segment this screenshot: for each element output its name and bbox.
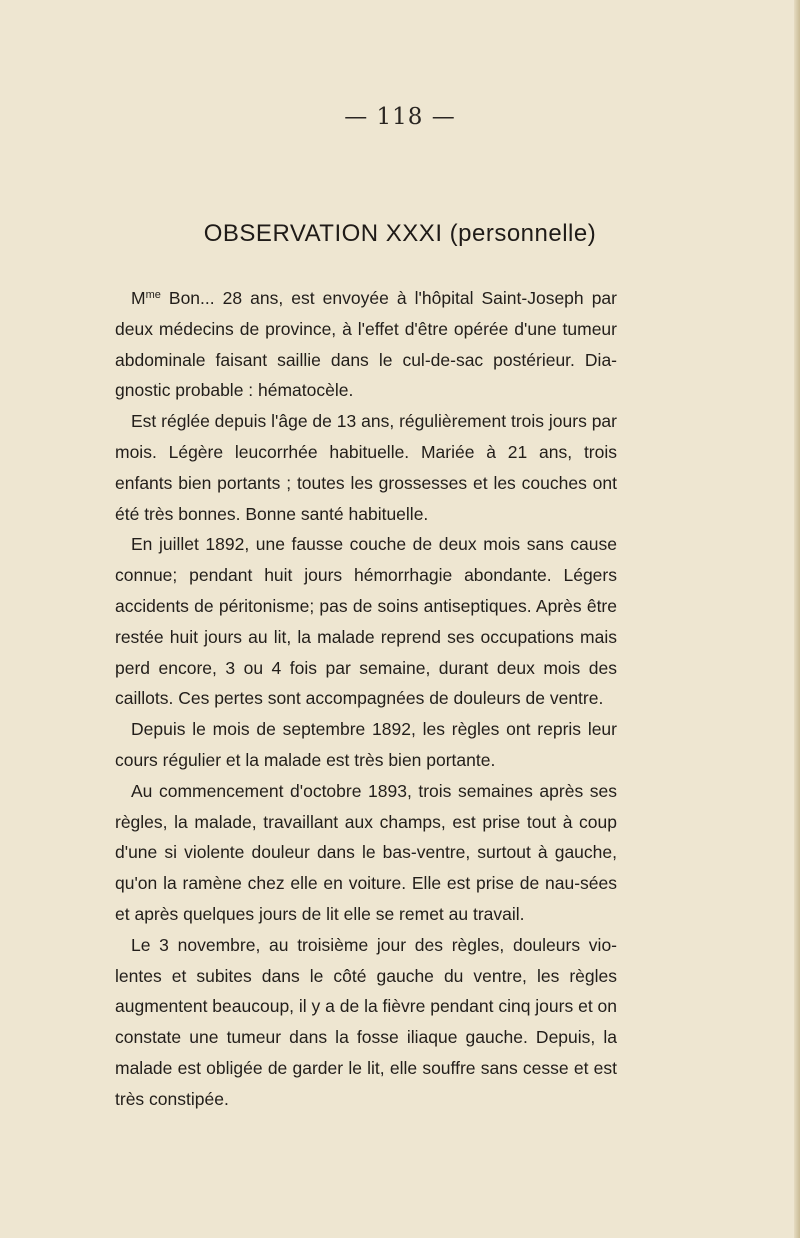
- paragraph-4: Depuis le mois de septembre 1892, les règles ont repris leur cours régulier et la malade est très bien portante.: [115, 719, 617, 770]
- page-number: — 118 —: [344, 104, 456, 130]
- paragraph-2: Est réglée depuis l'âge de 13 ans, régulièrement trois jours par mois. Légère leucorrhée habituelle. Mariée à 21 ans, trois enfants bien portants ; toutes les grossesses et les couches ont été très bonnes. Bonne santé habituelle.: [115, 411, 617, 524]
- paragraph-6: Le 3 novembre, au troisième jour des règles, douleurs vio-lentes et subites dans le côté gauche du ventre, les règles augmentent beaucoup, il y a de la fièvre pendant cinq jours et on constate une tumeur dans la fosse iliaque gauche. Depuis, la malade est obligée de garder le lit, elle souffre sans cesse et est très constipée.: [115, 934, 618, 1109]
- observation-body: [115, 280, 617, 1115]
- paragraph-1: [115, 280, 617, 406]
- page-edge-shadow: [794, 0, 800, 1238]
- salutation: M: [131, 288, 146, 308]
- paragraph-5: Au commencement d'octobre 1893, trois semaines après ses règles, la malade, travaillant aux champs, est prise tout à coup d'une si violente douleur dans le bas-ventre, surtout à gauche, qu'on la ramène chez elle en voiture. Elle est prise de nau-sées et après quelques jours de lit elle se remet au travail.: [115, 780, 617, 924]
- salutation-superscript: me: [145, 289, 161, 301]
- paragraph-3: En juillet 1892, une fausse couche de deux mois sans cause connue; pendant huit jours hémorrhagie abondante. Légers accidents de péritonisme; pas de soins antiseptiques. Après être restée huit jours au lit, la malade reprend ses occupations mais perd encore, 3 ou 4 fois par semaine, durant deux mois des caillots. Ces pertes sont accompagnées de douleurs de ventre.: [115, 534, 617, 709]
- paragraph-1-text: Bon... 28 ans, est envoyée à l'hôpital Saint-Joseph par deux médecins de province, à l'effet d'être opérée d'une tumeur abdominale faisant saillie dans le cul-de-sac postérieur. Dia-gnostic probable : hématocèle.: [115, 288, 617, 401]
- observation-title: OBSERVATION XXXI (personnelle): [203, 220, 597, 247]
